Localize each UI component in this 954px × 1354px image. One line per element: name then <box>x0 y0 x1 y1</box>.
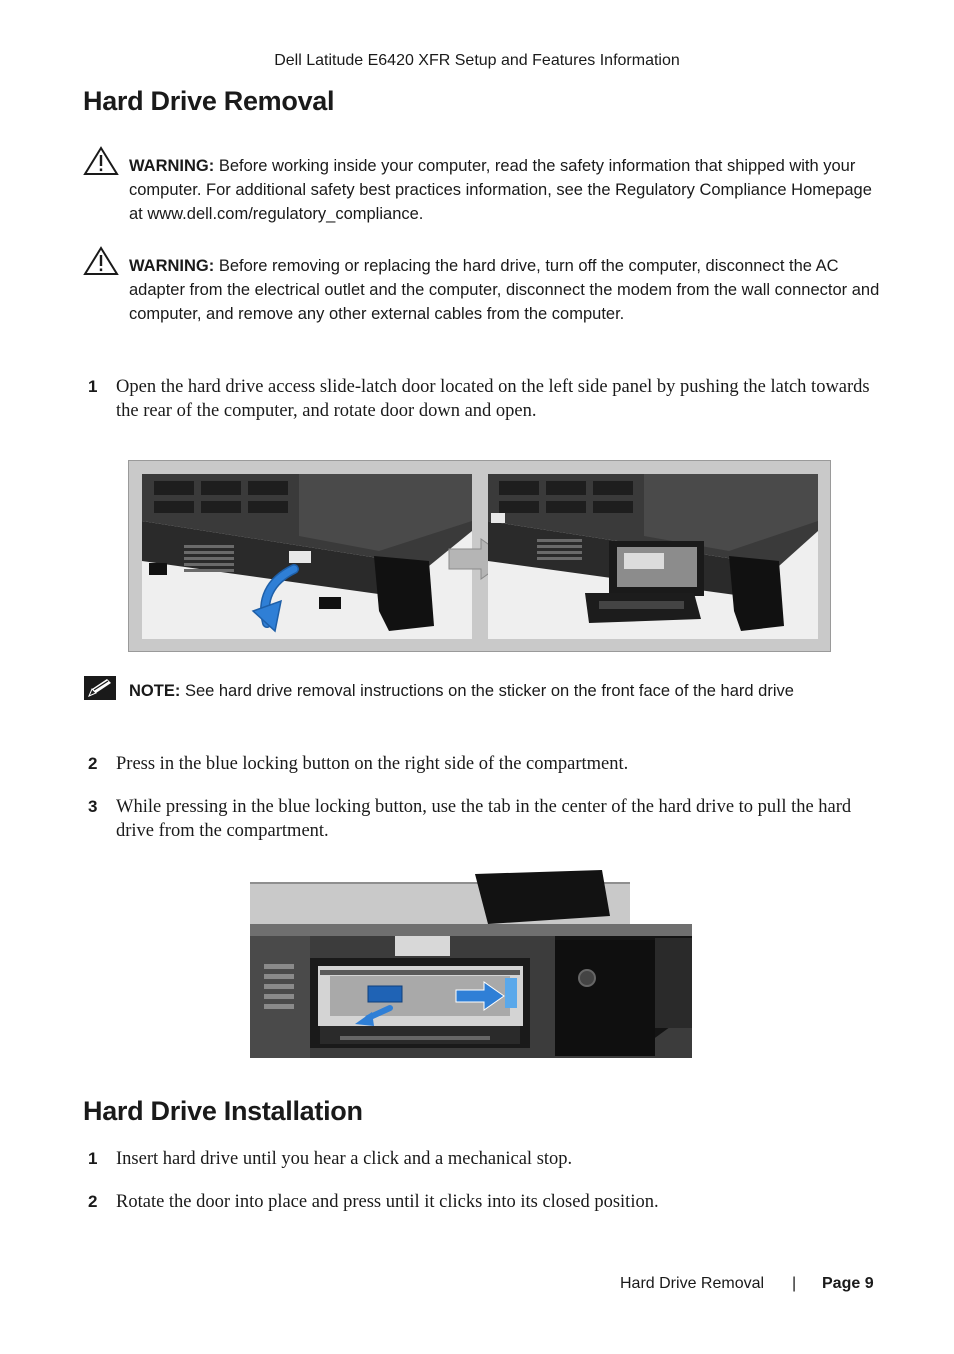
note-pencil-icon <box>83 675 117 701</box>
figure-door-open <box>128 460 831 652</box>
footer-separator: | <box>792 1275 797 1292</box>
figure-pull-drive <box>250 866 692 1058</box>
step-text: While pressing in the blue locking button, use the tab in the center of the hard drive to pull the hard drive from the compartment. <box>116 797 852 841</box>
step-number: 2 <box>88 754 98 773</box>
step-text: Rotate the door into place and press until it clicks into its closed position. <box>116 1192 659 1212</box>
warning-notice-2 <box>83 254 883 326</box>
step-text: Insert hard drive until you hear a click and a mechanical stop. <box>116 1149 573 1169</box>
warning-label: WARNING: <box>129 257 215 275</box>
removal-step-1 <box>83 375 873 423</box>
step-number: 2 <box>88 1192 98 1211</box>
step-number: 1 <box>88 377 98 396</box>
running-header: Dell Latitude E6420 XFR Setup and Features Information <box>274 52 680 69</box>
warning-triangle-icon <box>83 246 119 276</box>
footer-section-title: Hard Drive Removal <box>620 1275 765 1292</box>
warning-text: Before working inside your computer, read the safety information that shipped with your computer. For additional safety best practices information, see the Regulatory Compliance Homepage at www.dell.com/regulatory_compliance. <box>129 157 872 223</box>
figure-pull-drive-illustration <box>250 866 692 1058</box>
removal-step-3 <box>83 795 873 843</box>
removal-step-2 <box>83 752 873 776</box>
warning-notice-1 <box>83 154 883 226</box>
warning-text: Before removing or replacing the hard drive, turn off the computer, disconnect the AC adapter from the electrical outlet and the computer, disconnect the modem from the wall connector and computer, and remove any other external cables from the computer. <box>129 257 880 323</box>
warning-triangle-icon <box>83 146 119 176</box>
step-number: 3 <box>88 797 98 816</box>
installation-step-2 <box>83 1190 873 1214</box>
footer-page-number: Page 9 <box>822 1275 874 1292</box>
installation-step-1 <box>83 1147 873 1171</box>
note-label: NOTE: <box>129 682 181 700</box>
section-title-removal: Hard Drive Removal <box>83 86 335 116</box>
step-number: 1 <box>88 1149 98 1168</box>
section-title-installation: Hard Drive Installation <box>83 1096 363 1126</box>
step-text: Open the hard drive access slide-latch door located on the left side panel by pushing the latch towards the rear of the computer, and rotate door down and open. <box>116 377 870 421</box>
note-notice <box>83 679 903 703</box>
step-text: Press in the blue locking button on the right side of the compartment. <box>116 754 629 774</box>
figure-door-open-illustration <box>129 461 832 653</box>
note-text: See hard drive removal instructions on the sticker on the front face of the hard drive <box>184 682 794 700</box>
warning-label: WARNING: <box>129 157 215 175</box>
